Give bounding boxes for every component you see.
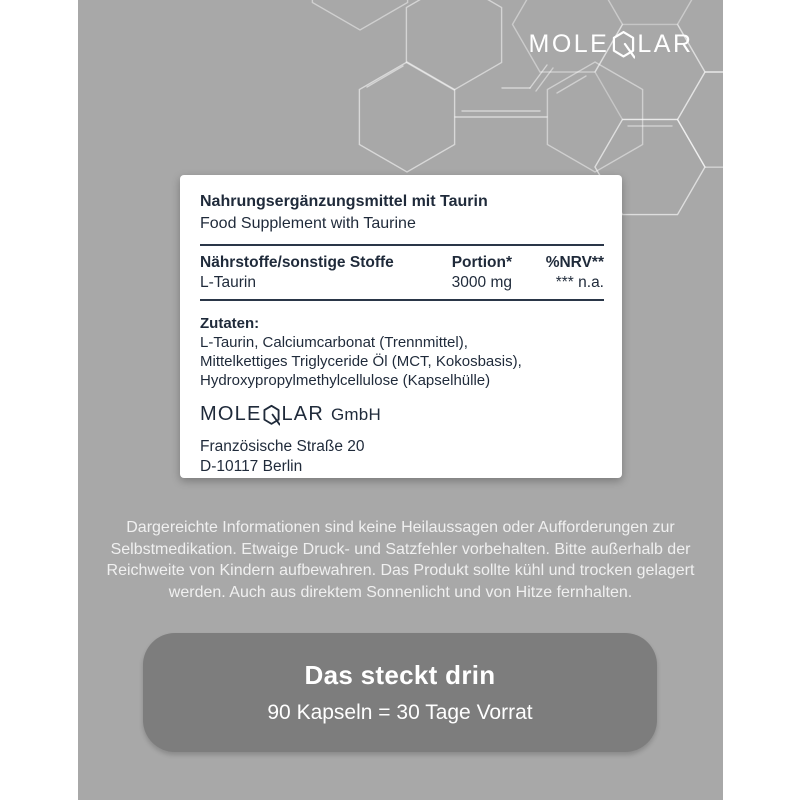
nutrition-header-portion: Portion*	[451, 254, 512, 271]
double-bond-line	[367, 66, 403, 87]
ingredients-line: Mittelkettiges Triglyceride Öl (MCT, Kokosbasis),	[200, 353, 522, 370]
disclaimer-line: Reichweite von Kindern aufbewahren. Das Produkt sollte kühl und trocken gelagert	[106, 562, 695, 579]
hexagon-ring	[678, 72, 724, 167]
hexagon-ring	[312, 0, 407, 30]
label-title: Nahrungsergänzungsmittel mit Taurin	[200, 193, 488, 210]
ingredients-line: Hydroxypropylmethylcellulose (Kapselhülle)	[200, 372, 491, 389]
disclaimer-line: werden. Auch aus direktem Sonnenlicht und von Hitze fernhalten.	[168, 583, 633, 601]
hexagon-q-icon	[263, 404, 280, 426]
disclaimer-line: Dargereichte Informationen sind keine Heilaussagen oder Aufforderungen zur	[126, 519, 675, 536]
ingredients-line: L-Taurin, Calciumcarbonat (Trennmittel),	[200, 334, 468, 351]
double-bond-line	[536, 68, 553, 91]
double-bond-line	[557, 76, 586, 93]
hexagon-ring	[406, 0, 501, 90]
nutrition-header-nrv: %NRV**	[545, 254, 604, 271]
manufacturer-logo	[200, 403, 324, 426]
nutrient-nrv: *** n.a.	[555, 274, 604, 291]
nutrient-portion: 3000 mg	[451, 274, 512, 291]
brand-logo-suffix: LAR	[637, 29, 694, 58]
hexagon-ring	[359, 62, 454, 172]
address-line-1: Französische Straße 20	[200, 438, 365, 455]
manufacturer-logo-suffix: LAR	[281, 403, 324, 425]
brand-logo	[526, 24, 696, 64]
double-bond-line	[530, 65, 547, 88]
disclaimer-text	[78, 517, 723, 603]
nutrition-table-header	[200, 253, 604, 273]
manufacturer-logo-prefix: MOLE	[200, 403, 262, 425]
supplement-label-card	[180, 175, 622, 478]
manufacturer-address	[200, 437, 604, 477]
manufacturer-suffix: GmbH	[331, 404, 381, 424]
divider-line	[200, 299, 604, 301]
label-subtitle: Food Supplement with Taurine	[200, 215, 416, 232]
brand-logo-prefix: MOLE	[528, 29, 610, 58]
nutrition-table-row	[200, 273, 604, 293]
divider-line	[200, 244, 604, 246]
hexagon-q-icon	[612, 30, 635, 59]
gray-panel	[78, 0, 723, 800]
contents-box-subtitle: 90 Kapseln = 30 Tage Vorrat	[267, 701, 533, 724]
ingredients-label: Zutaten:	[200, 315, 260, 332]
nutrient-name: L-Taurin	[200, 274, 256, 291]
address-line-2: D-10117 Berlin	[200, 458, 303, 475]
contents-box	[143, 633, 657, 752]
manufacturer-row	[200, 403, 604, 426]
contents-box-title: Das steckt drin	[304, 660, 496, 690]
nutrition-header-name: Nährstoffe/sonstige Stoffe	[200, 254, 394, 271]
hexagon-ring	[547, 62, 642, 172]
disclaimer-line: Selbstmedikation. Etwaige Druck- und Satzfehler vorbehalten. Bitte außerhalb der	[110, 540, 691, 558]
